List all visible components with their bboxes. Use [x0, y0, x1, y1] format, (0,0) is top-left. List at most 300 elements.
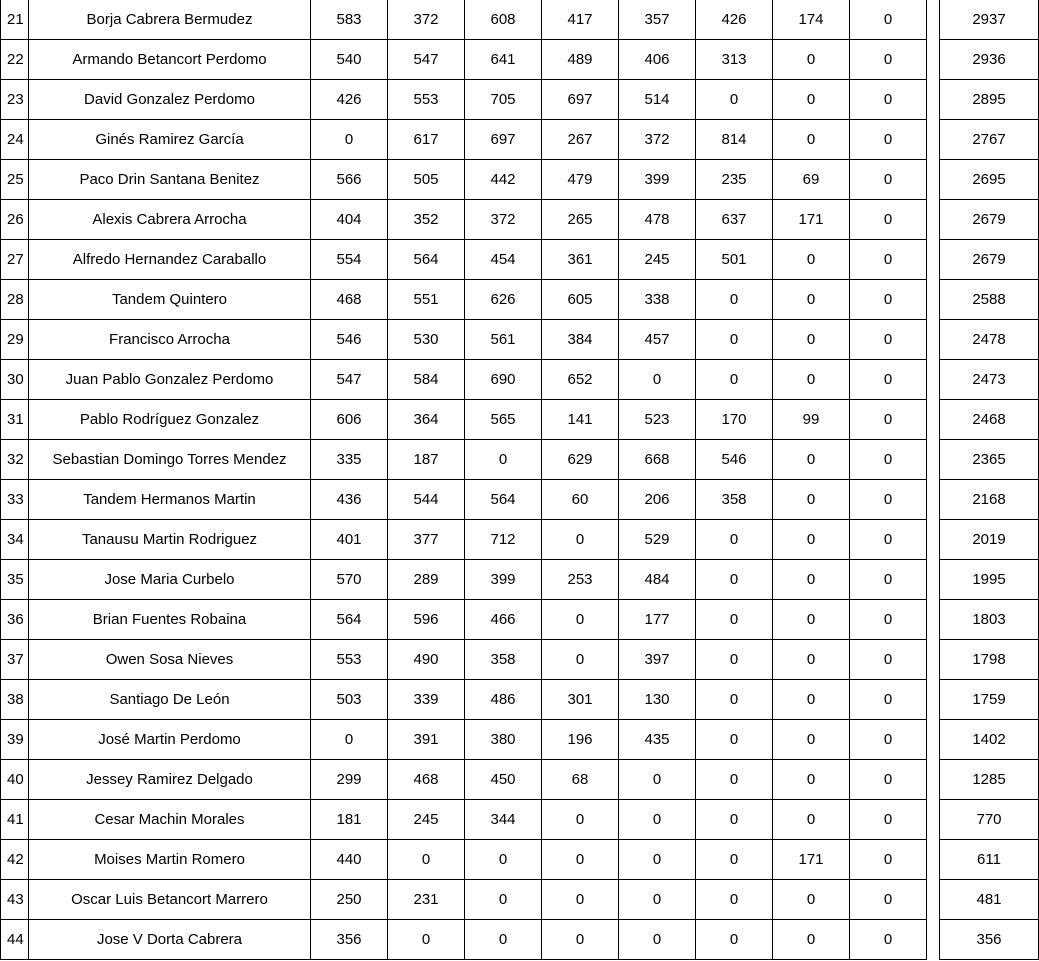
total-cell: 1759: [940, 680, 1039, 720]
total-cell: 2473: [940, 360, 1039, 400]
name-cell: Ginés Ramirez García: [29, 120, 311, 160]
score-cell-8: 0: [850, 840, 927, 880]
name-cell: Tandem Quintero: [29, 280, 311, 320]
score-cell-5: 206: [619, 480, 696, 520]
score-cell-8: 0: [850, 520, 927, 560]
score-cell-8: 0: [850, 80, 927, 120]
score-cell-6: 0: [696, 760, 773, 800]
score-cell-3: 565: [465, 400, 542, 440]
position-cell: 42: [1, 840, 29, 880]
name-cell: Tanausu Martin Rodriguez: [29, 520, 311, 560]
table-row: [1, 480, 1039, 520]
score-cell-5: 357: [619, 0, 696, 40]
score-cell-2: 547: [388, 40, 465, 80]
score-cell-4: 196: [542, 720, 619, 760]
position-cell: 27: [1, 240, 29, 280]
column-gap: [927, 400, 940, 440]
score-cell-2: 0: [388, 840, 465, 880]
table-row: [1, 760, 1039, 800]
score-cell-1: 503: [311, 680, 388, 720]
score-cell-4: 417: [542, 0, 619, 40]
score-cell-7: 171: [773, 840, 850, 880]
position-cell: 37: [1, 640, 29, 680]
total-cell: 2679: [940, 200, 1039, 240]
score-cell-5: 0: [619, 800, 696, 840]
total-cell: 356: [940, 920, 1039, 960]
score-cell-8: 0: [850, 240, 927, 280]
standings-rows: [1, 0, 1039, 960]
total-cell: 2895: [940, 80, 1039, 120]
score-cell-5: 668: [619, 440, 696, 480]
total-cell: 1798: [940, 640, 1039, 680]
total-cell: 1995: [940, 560, 1039, 600]
score-cell-4: 361: [542, 240, 619, 280]
score-cell-1: 583: [311, 0, 388, 40]
score-cell-4: 68: [542, 760, 619, 800]
total-cell: 2019: [940, 520, 1039, 560]
score-cell-7: 0: [773, 320, 850, 360]
score-cell-4: 60: [542, 480, 619, 520]
name-cell: Santiago De León: [29, 680, 311, 720]
score-cell-6: 0: [696, 800, 773, 840]
name-cell: Jose V Dorta Cabrera: [29, 920, 311, 960]
score-cell-6: 0: [696, 360, 773, 400]
column-gap: [927, 200, 940, 240]
score-cell-1: 540: [311, 40, 388, 80]
score-cell-3: 712: [465, 520, 542, 560]
score-cell-4: 253: [542, 560, 619, 600]
score-cell-7: 0: [773, 560, 850, 600]
score-cell-4: 629: [542, 440, 619, 480]
score-cell-6: 0: [696, 600, 773, 640]
table-row: [1, 40, 1039, 80]
column-gap: [927, 160, 940, 200]
score-cell-6: 637: [696, 200, 773, 240]
score-cell-3: 705: [465, 80, 542, 120]
score-cell-5: 478: [619, 200, 696, 240]
score-cell-8: 0: [850, 880, 927, 920]
position-cell: 29: [1, 320, 29, 360]
table-row: [1, 320, 1039, 360]
position-cell: 36: [1, 600, 29, 640]
score-cell-3: 697: [465, 120, 542, 160]
score-cell-2: 231: [388, 880, 465, 920]
column-gap: [927, 640, 940, 680]
score-cell-3: 380: [465, 720, 542, 760]
table-row: [1, 240, 1039, 280]
name-cell: Pablo Rodríguez Gonzalez: [29, 400, 311, 440]
score-cell-2: 372: [388, 0, 465, 40]
column-gap: [927, 920, 940, 960]
score-cell-5: 523: [619, 400, 696, 440]
name-cell: David Gonzalez Perdomo: [29, 80, 311, 120]
position-cell: 39: [1, 720, 29, 760]
column-gap: [927, 520, 940, 560]
total-cell: 481: [940, 880, 1039, 920]
score-cell-7: 0: [773, 600, 850, 640]
total-cell: 2679: [940, 240, 1039, 280]
score-cell-8: 0: [850, 120, 927, 160]
score-cell-5: 435: [619, 720, 696, 760]
score-cell-5: 338: [619, 280, 696, 320]
score-cell-4: 265: [542, 200, 619, 240]
score-cell-6: 0: [696, 920, 773, 960]
table-row: [1, 880, 1039, 920]
column-gap: [927, 80, 940, 120]
score-cell-3: 561: [465, 320, 542, 360]
score-cell-8: 0: [850, 440, 927, 480]
score-cell-8: 0: [850, 920, 927, 960]
table-row: [1, 840, 1039, 880]
position-cell: 38: [1, 680, 29, 720]
position-cell: 34: [1, 520, 29, 560]
score-cell-4: 697: [542, 80, 619, 120]
score-cell-2: 551: [388, 280, 465, 320]
table-row: [1, 80, 1039, 120]
total-cell: 2695: [940, 160, 1039, 200]
score-cell-2: 544: [388, 480, 465, 520]
score-cell-4: 489: [542, 40, 619, 80]
position-cell: 24: [1, 120, 29, 160]
score-cell-6: 235: [696, 160, 773, 200]
score-cell-4: 384: [542, 320, 619, 360]
score-cell-1: 181: [311, 800, 388, 840]
score-cell-6: 170: [696, 400, 773, 440]
total-cell: 2478: [940, 320, 1039, 360]
score-cell-5: 484: [619, 560, 696, 600]
score-cell-8: 0: [850, 800, 927, 840]
score-cell-7: 171: [773, 200, 850, 240]
score-cell-2: 564: [388, 240, 465, 280]
name-cell: Owen Sosa Nieves: [29, 640, 311, 680]
name-cell: Alfredo Hernandez Caraballo: [29, 240, 311, 280]
score-cell-4: 0: [542, 600, 619, 640]
column-gap: [927, 280, 940, 320]
total-cell: 2365: [940, 440, 1039, 480]
table-row: [1, 800, 1039, 840]
table-row: [1, 520, 1039, 560]
column-gap: [927, 40, 940, 80]
score-cell-3: 690: [465, 360, 542, 400]
column-gap: [927, 840, 940, 880]
score-cell-8: 0: [850, 280, 927, 320]
score-cell-5: 0: [619, 840, 696, 880]
score-cell-2: 352: [388, 200, 465, 240]
score-cell-4: 0: [542, 640, 619, 680]
position-cell: 40: [1, 760, 29, 800]
position-cell: 44: [1, 920, 29, 960]
score-cell-1: 299: [311, 760, 388, 800]
score-cell-6: 358: [696, 480, 773, 520]
total-cell: 1402: [940, 720, 1039, 760]
score-cell-1: 606: [311, 400, 388, 440]
score-cell-1: 468: [311, 280, 388, 320]
score-cell-4: 652: [542, 360, 619, 400]
score-cell-6: 0: [696, 720, 773, 760]
score-cell-4: 479: [542, 160, 619, 200]
score-cell-6: 0: [696, 880, 773, 920]
score-cell-5: 514: [619, 80, 696, 120]
score-cell-3: 372: [465, 200, 542, 240]
score-cell-6: 814: [696, 120, 773, 160]
total-cell: 1285: [940, 760, 1039, 800]
score-cell-2: 505: [388, 160, 465, 200]
column-gap: [927, 760, 940, 800]
score-cell-3: 0: [465, 920, 542, 960]
table-row: [1, 600, 1039, 640]
score-cell-8: 0: [850, 640, 927, 680]
total-cell: 2767: [940, 120, 1039, 160]
score-cell-1: 0: [311, 720, 388, 760]
score-cell-4: 301: [542, 680, 619, 720]
score-cell-6: 0: [696, 560, 773, 600]
score-cell-3: 0: [465, 440, 542, 480]
score-cell-1: 356: [311, 920, 388, 960]
score-cell-2: 617: [388, 120, 465, 160]
score-cell-1: 440: [311, 840, 388, 880]
score-cell-1: 426: [311, 80, 388, 120]
table-row: [1, 120, 1039, 160]
score-cell-8: 0: [850, 400, 927, 440]
name-cell: Sebastian Domingo Torres Mendez: [29, 440, 311, 480]
score-cell-8: 0: [850, 40, 927, 80]
score-cell-3: 466: [465, 600, 542, 640]
score-cell-3: 450: [465, 760, 542, 800]
score-cell-7: 99: [773, 400, 850, 440]
column-gap: [927, 600, 940, 640]
score-cell-3: 358: [465, 640, 542, 680]
score-cell-8: 0: [850, 560, 927, 600]
score-cell-2: 339: [388, 680, 465, 720]
score-cell-5: 397: [619, 640, 696, 680]
score-cell-1: 547: [311, 360, 388, 400]
score-cell-7: 69: [773, 160, 850, 200]
position-cell: 35: [1, 560, 29, 600]
score-cell-7: 0: [773, 120, 850, 160]
table-row: [1, 360, 1039, 400]
name-cell: Moises Martin Romero: [29, 840, 311, 880]
score-cell-7: 0: [773, 40, 850, 80]
total-cell: 770: [940, 800, 1039, 840]
score-cell-6: 501: [696, 240, 773, 280]
position-cell: 26: [1, 200, 29, 240]
score-cell-5: 406: [619, 40, 696, 80]
score-cell-5: 0: [619, 760, 696, 800]
column-gap: [927, 320, 940, 360]
position-cell: 30: [1, 360, 29, 400]
position-cell: 25: [1, 160, 29, 200]
score-cell-1: 404: [311, 200, 388, 240]
score-cell-5: 0: [619, 920, 696, 960]
score-cell-1: 335: [311, 440, 388, 480]
score-cell-2: 364: [388, 400, 465, 440]
score-cell-5: 457: [619, 320, 696, 360]
score-cell-5: 372: [619, 120, 696, 160]
score-cell-8: 0: [850, 200, 927, 240]
column-gap: [927, 440, 940, 480]
score-cell-1: 553: [311, 640, 388, 680]
table-row: [1, 720, 1039, 760]
total-cell: 2588: [940, 280, 1039, 320]
position-cell: 41: [1, 800, 29, 840]
name-cell: Jose Maria Curbelo: [29, 560, 311, 600]
score-cell-3: 0: [465, 840, 542, 880]
table-row: [1, 920, 1039, 960]
score-cell-3: 399: [465, 560, 542, 600]
table-row: [1, 680, 1039, 720]
column-gap: [927, 720, 940, 760]
name-cell: Alexis Cabrera Arrocha: [29, 200, 311, 240]
position-cell: 32: [1, 440, 29, 480]
position-cell: 31: [1, 400, 29, 440]
score-cell-1: 436: [311, 480, 388, 520]
score-cell-6: 546: [696, 440, 773, 480]
score-cell-1: 0: [311, 120, 388, 160]
score-cell-6: 0: [696, 840, 773, 880]
score-cell-3: 564: [465, 480, 542, 520]
score-cell-5: 529: [619, 520, 696, 560]
score-cell-4: 0: [542, 520, 619, 560]
score-cell-6: 0: [696, 520, 773, 560]
score-cell-3: 454: [465, 240, 542, 280]
score-cell-1: 250: [311, 880, 388, 920]
position-cell: 21: [1, 0, 29, 40]
name-cell: Oscar Luis Betancort Marrero: [29, 880, 311, 920]
column-gap: [927, 240, 940, 280]
total-cell: 1803: [940, 600, 1039, 640]
score-cell-4: 267: [542, 120, 619, 160]
name-cell: Brian Fuentes Robaina: [29, 600, 311, 640]
name-cell: Armando Betancort Perdomo: [29, 40, 311, 80]
score-cell-2: 596: [388, 600, 465, 640]
score-cell-6: 0: [696, 320, 773, 360]
table-row: [1, 280, 1039, 320]
score-cell-8: 0: [850, 600, 927, 640]
score-cell-1: 546: [311, 320, 388, 360]
score-cell-3: 344: [465, 800, 542, 840]
score-cell-5: 177: [619, 600, 696, 640]
score-cell-8: 0: [850, 320, 927, 360]
column-gap: [927, 560, 940, 600]
score-cell-7: 0: [773, 880, 850, 920]
score-cell-6: 0: [696, 280, 773, 320]
score-cell-3: 608: [465, 0, 542, 40]
table-row: [1, 200, 1039, 240]
score-cell-4: 605: [542, 280, 619, 320]
table-row: [1, 160, 1039, 200]
score-cell-7: 0: [773, 520, 850, 560]
column-gap: [927, 360, 940, 400]
score-cell-8: 0: [850, 680, 927, 720]
score-cell-7: 0: [773, 680, 850, 720]
score-cell-7: 174: [773, 0, 850, 40]
column-gap: [927, 480, 940, 520]
score-cell-2: 289: [388, 560, 465, 600]
name-cell: Juan Pablo Gonzalez Perdomo: [29, 360, 311, 400]
score-cell-2: 584: [388, 360, 465, 400]
score-cell-8: 0: [850, 720, 927, 760]
score-cell-2: 187: [388, 440, 465, 480]
score-cell-2: 0: [388, 920, 465, 960]
score-cell-4: 0: [542, 920, 619, 960]
name-cell: Borja Cabrera Bermudez: [29, 0, 311, 40]
score-cell-1: 566: [311, 160, 388, 200]
position-cell: 23: [1, 80, 29, 120]
table-row: [1, 0, 1039, 40]
score-cell-7: 0: [773, 360, 850, 400]
table-row: [1, 400, 1039, 440]
column-gap: [927, 0, 940, 40]
total-cell: 611: [940, 840, 1039, 880]
name-cell: Paco Drin Santana Benitez: [29, 160, 311, 200]
score-cell-7: 0: [773, 240, 850, 280]
position-cell: 28: [1, 280, 29, 320]
score-cell-6: 426: [696, 0, 773, 40]
score-cell-2: 377: [388, 520, 465, 560]
position-cell: 33: [1, 480, 29, 520]
score-cell-3: 442: [465, 160, 542, 200]
score-cell-2: 468: [388, 760, 465, 800]
score-cell-7: 0: [773, 440, 850, 480]
score-cell-7: 0: [773, 920, 850, 960]
score-cell-8: 0: [850, 480, 927, 520]
name-cell: Francisco Arrocha: [29, 320, 311, 360]
position-cell: 22: [1, 40, 29, 80]
score-cell-8: 0: [850, 0, 927, 40]
score-cell-4: 0: [542, 880, 619, 920]
column-gap: [927, 880, 940, 920]
total-cell: 2468: [940, 400, 1039, 440]
score-cell-8: 0: [850, 760, 927, 800]
name-cell: Jessey Ramirez Delgado: [29, 760, 311, 800]
name-cell: José Martin Perdomo: [29, 720, 311, 760]
score-cell-2: 553: [388, 80, 465, 120]
table-row: [1, 640, 1039, 680]
score-cell-5: 399: [619, 160, 696, 200]
column-gap: [927, 120, 940, 160]
column-gap: [927, 800, 940, 840]
score-cell-2: 530: [388, 320, 465, 360]
score-cell-8: 0: [850, 160, 927, 200]
score-cell-7: 0: [773, 640, 850, 680]
name-cell: Cesar Machin Morales: [29, 800, 311, 840]
score-cell-8: 0: [850, 360, 927, 400]
score-cell-4: 0: [542, 840, 619, 880]
score-cell-1: 401: [311, 520, 388, 560]
score-cell-7: 0: [773, 760, 850, 800]
score-cell-7: 0: [773, 720, 850, 760]
score-cell-7: 0: [773, 480, 850, 520]
score-cell-1: 570: [311, 560, 388, 600]
score-cell-2: 245: [388, 800, 465, 840]
position-cell: 43: [1, 880, 29, 920]
total-cell: 2937: [940, 0, 1039, 40]
score-cell-2: 490: [388, 640, 465, 680]
score-cell-3: 641: [465, 40, 542, 80]
table-row: [1, 560, 1039, 600]
score-cell-4: 141: [542, 400, 619, 440]
score-cell-5: 245: [619, 240, 696, 280]
score-cell-5: 130: [619, 680, 696, 720]
score-cell-7: 0: [773, 80, 850, 120]
total-cell: 2936: [940, 40, 1039, 80]
total-cell: 2168: [940, 480, 1039, 520]
score-cell-6: 313: [696, 40, 773, 80]
score-cell-6: 0: [696, 80, 773, 120]
score-cell-3: 0: [465, 880, 542, 920]
score-cell-6: 0: [696, 640, 773, 680]
score-cell-5: 0: [619, 880, 696, 920]
